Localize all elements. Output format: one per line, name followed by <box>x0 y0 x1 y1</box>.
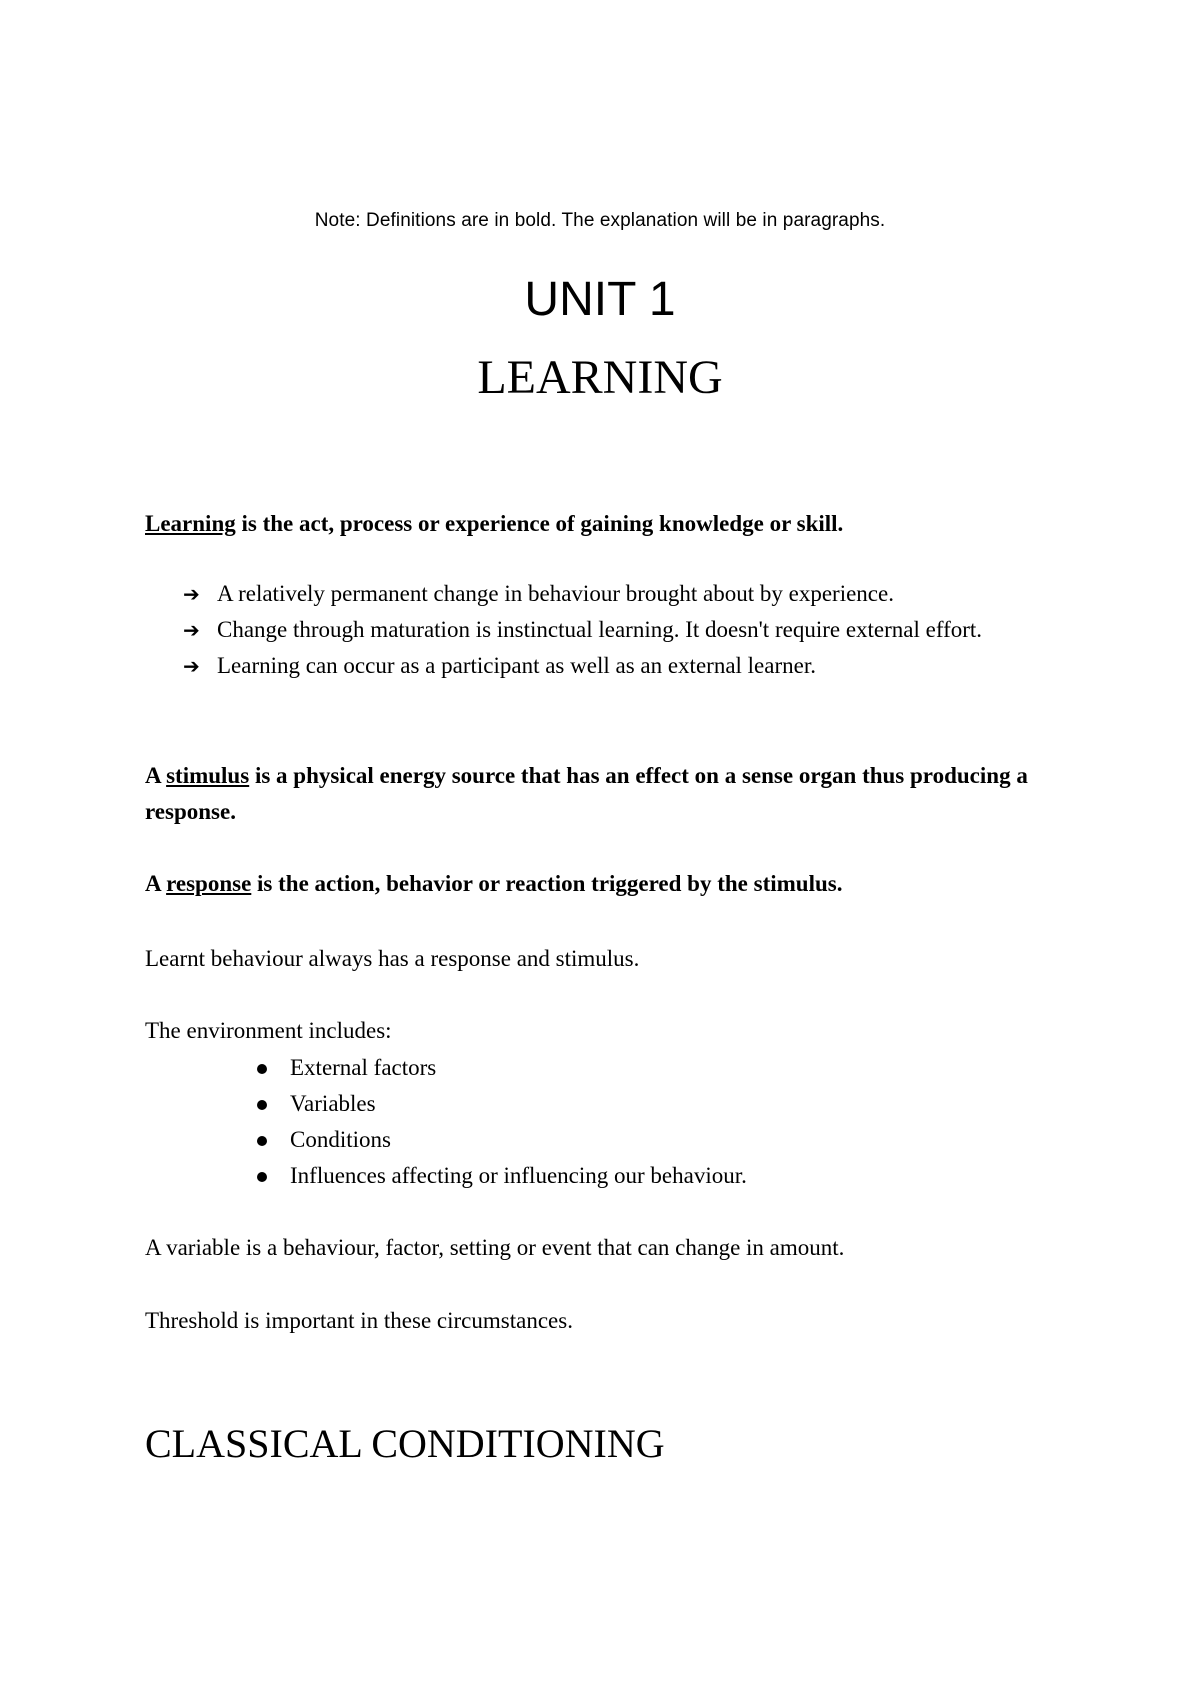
term-stimulus: stimulus <box>166 763 250 788</box>
variable-definition-text: A variable is a behaviour, factor, setting or event that can change in amount. <box>145 1235 845 1260</box>
term-response: response <box>166 871 252 896</box>
learning-points-list <box>145 576 1055 684</box>
learnt-behaviour-text: Learnt behaviour always has a response and stimulus. <box>145 946 640 971</box>
definition-stimulus-text: is a physical energy source that has an effect on a sense organ thus producing a response. <box>145 763 1028 824</box>
arrow-right-icon: ➔ <box>183 582 200 606</box>
bullet-dot-icon <box>257 1100 267 1110</box>
environment-intro: The environment includes: <box>145 1018 392 1043</box>
topic-title: LEARNING <box>477 351 723 404</box>
environment-list <box>145 1050 1055 1194</box>
term-learning: Learning <box>145 511 236 536</box>
definition-response-prefix: A <box>145 871 167 896</box>
bullet-dot-icon <box>257 1172 267 1182</box>
list-item-text: Learning can occur as a participant as well as an external learner. <box>217 653 816 678</box>
arrow-right-icon: ➔ <box>183 618 200 642</box>
definition-learning-text: is the act, process or experience of gaining knowledge or skill. <box>235 511 844 536</box>
list-item <box>145 1086 1055 1122</box>
list-item-text: Change through maturation is instinctual learning. It doesn't require external effort. <box>217 617 983 642</box>
list-item-text: Influences affecting or influencing our behaviour. <box>290 1163 747 1188</box>
definition-response <box>145 866 1055 902</box>
list-item <box>145 576 1055 612</box>
bullet-dot-icon <box>257 1136 267 1146</box>
definition-response-text: is the action, behavior or reaction triggered by the stimulus. <box>251 871 843 896</box>
threshold-text: Threshold is important in these circumstances. <box>145 1308 573 1333</box>
list-item-text: External factors <box>290 1055 437 1080</box>
list-item <box>145 1050 1055 1086</box>
unit-title: UNIT 1 <box>524 273 676 326</box>
list-item-text: A relatively permanent change in behaviour brought about by experience. <box>217 581 894 606</box>
note-text: Note: Definitions are in bold. The explanation will be in paragraphs. <box>314 210 886 231</box>
definition-stimulus-prefix: A <box>145 763 167 788</box>
definition-learning <box>145 506 1055 542</box>
list-item <box>145 612 1055 648</box>
definition-stimulus <box>145 758 1055 830</box>
bullet-dot-icon <box>257 1064 267 1074</box>
section-heading: CLASSICAL CONDITIONING <box>145 1421 665 1466</box>
list-item-text: Conditions <box>290 1127 391 1152</box>
list-item <box>145 648 1055 684</box>
arrow-right-icon: ➔ <box>183 654 200 678</box>
list-item <box>145 1122 1055 1158</box>
list-item-text: Variables <box>290 1091 376 1116</box>
list-item <box>145 1158 1055 1194</box>
